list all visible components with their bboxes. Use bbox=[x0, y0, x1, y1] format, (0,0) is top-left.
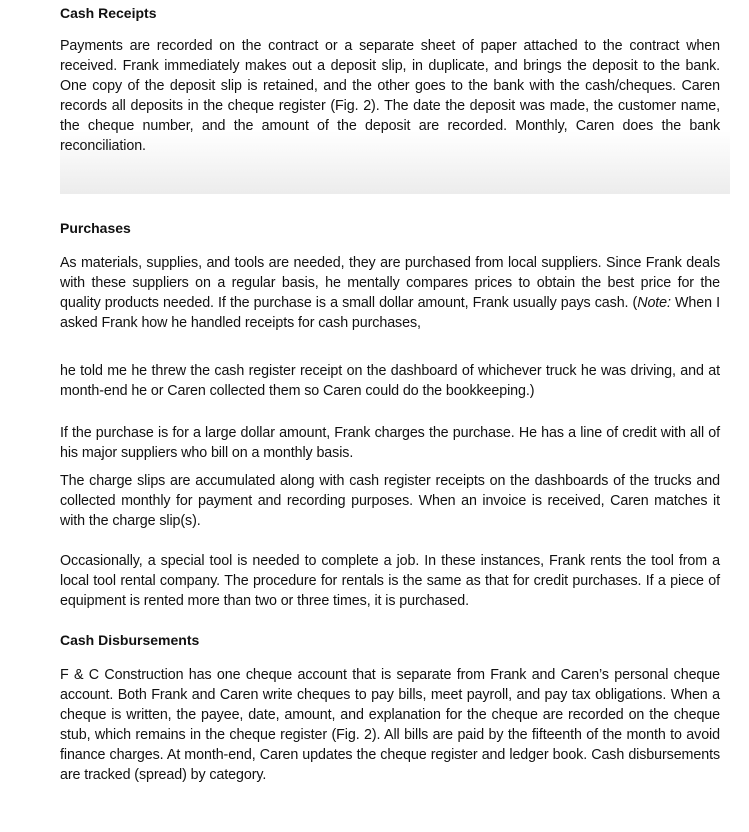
cash-disbursements-paragraph: F & C Construction has one cheque account that is separate from Frank and Caren’s personal cheque account. Both Frank and Caren write cheques to pay bills, meet payroll, and pay tax obligations. When a cheque is written, the payee, date, amount, and explanation for the cheque are recorded on the cheque stub, which remains in the cheque register (Fig. 2). All bills are paid by the fifteenth of the month to avoid finance charges. At month-end, Caren updates the cheque register and ledger book. Cash disbursements are tracked (spread) by category. bbox=[60, 667, 720, 783]
purchases-paragraph-2: he told me he threw the cash register receipt on the dashboard of whichever truck he was driving, and at month-end he or Caren collected them so Caren could do the bookkeeping.) bbox=[60, 363, 720, 399]
purchases-heading: Purchases bbox=[60, 220, 131, 236]
purchases-paragraph-1 bbox=[60, 253, 720, 333]
purchases-paragraph-4: The charge slips are accumulated along with cash register receipts on the dashboards of the trucks and collected monthly for payment and recording purposes. When an invoice is received, Caren matches it with the charge slip(s). bbox=[60, 473, 720, 529]
cash-disbursements-heading: Cash Disbursements bbox=[60, 632, 200, 648]
cash-receipts-heading: Cash Receipts bbox=[60, 5, 157, 21]
purchases-paragraph-3: If the purchase is for a large dollar amount, Frank charges the purchase. He has a line of credit with all of his major suppliers who bill on a monthly basis. bbox=[60, 425, 720, 461]
purchases-paragraph-1-note-text: When I asked Frank how he handled receipts for cash purchases, bbox=[60, 295, 720, 331]
cash-receipts-paragraph: Payments are recorded on the contract or a separate sheet of paper attached to the contract when received. Frank immediately makes out a deposit slip, in duplicate, and brings the deposit to the bank. One copy of the deposit slip is retained, and the other goes to the bank with the cash/cheques. Caren records all deposits in the cheque register (Fig. 2). The date the deposit was made, the customer name, the cheque number, and the amount of the deposit are recorded. Monthly, Caren does the bank reconciliation. bbox=[60, 38, 720, 154]
note-label: Note: bbox=[637, 295, 671, 311]
purchases-paragraph-1-text: As materials, supplies, and tools are needed, they are purchased from local suppliers. Since Frank deals with these suppliers on a regular basis, he mentally compares prices to obtain the best price for the quality products needed. If the purchase is a small dollar amount, Frank usually pays cash. ( bbox=[60, 255, 720, 311]
purchases-paragraph-5: Occasionally, a special tool is needed to complete a job. In these instances, Frank rents the tool from a local tool rental company. The procedure for rentals is the same as that for credit purchases. If a piece of equipment is rented more than two or three times, it is purchased. bbox=[60, 553, 720, 609]
